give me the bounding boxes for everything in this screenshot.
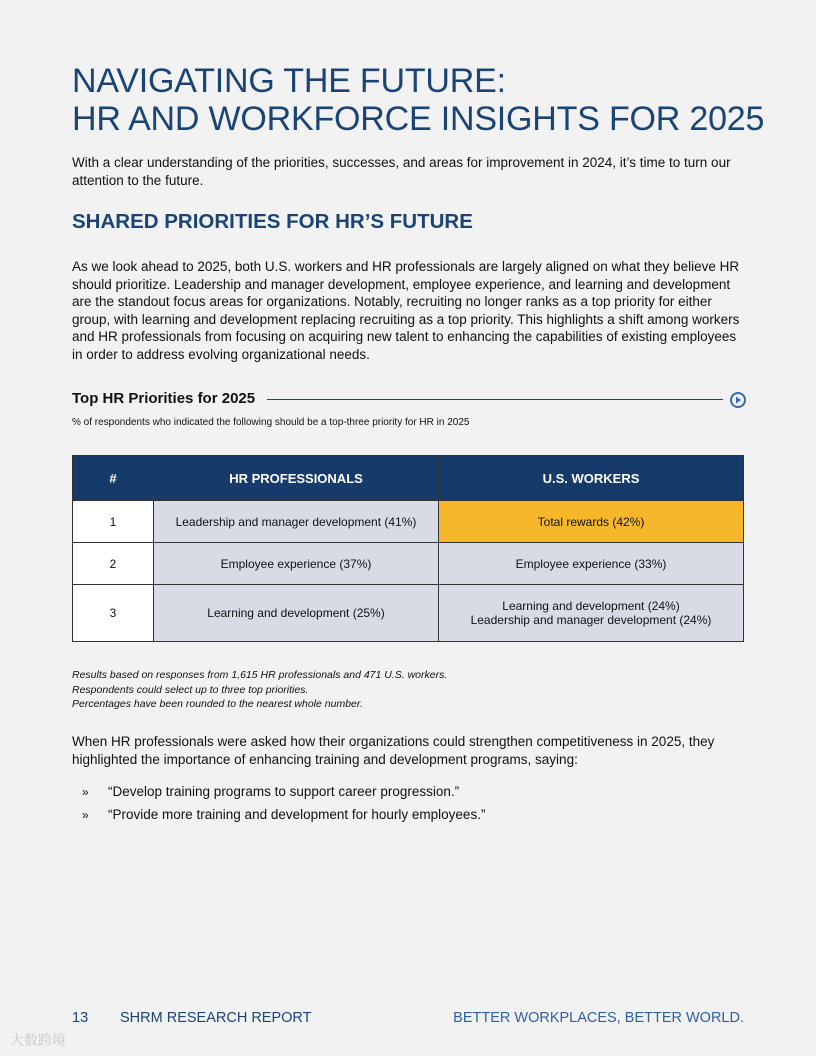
worker-priority: Total rewards (42%) bbox=[537, 514, 645, 529]
section-heading: SHARED PRIORITIES FOR HR’S FUTURE bbox=[72, 210, 473, 233]
body-paragraph-1: As we look ahead to 2025, both U.S. workers and HR professionals are largely aligned on what they believe HR should prioritize. Leadership and manager development, employee experience, and learning and development are the standout focus areas for organizations. Notably, recruiting no longer ranks as a top priority for either group, with learning and development replacing recruiting as a top priority. This highlights a shift among workers and HR professionals from focusing on acquiring new talent to enhancing the capabilities of existing employees in order to address evolving organizational needs. bbox=[72, 259, 740, 362]
table-subtitle: % of respondents who indicated the following should be a top-three priority for HR in 2025 bbox=[72, 417, 470, 428]
note-line: Results based on responses from 1,615 HR professionals and 471 U.S. workers. bbox=[72, 669, 448, 681]
quote-list bbox=[72, 784, 485, 830]
footer-tagline: BETTER WORKPLACES, BETTER WORLD. bbox=[453, 1010, 744, 1026]
table-title: Top HR Priorities for 2025 bbox=[72, 390, 256, 407]
worker-priority-cell bbox=[439, 501, 744, 543]
list-item bbox=[72, 807, 485, 830]
header-us-workers: U.S. WORKERS bbox=[439, 456, 744, 501]
header-hr-professionals: HR PROFESSIONALS bbox=[154, 456, 439, 501]
header-rank: # bbox=[73, 456, 154, 501]
hr-priority-cell: Employee experience (37%) bbox=[154, 543, 439, 585]
bullet-marker: » bbox=[82, 808, 89, 822]
worker-priority: Learning and development (24%) bbox=[502, 599, 680, 613]
table-title-rule bbox=[267, 399, 723, 400]
rank-cell: 3 bbox=[73, 585, 154, 642]
table-row bbox=[73, 501, 744, 543]
intro-paragraph: With a clear understanding of the priorities, successes, and areas for improvement in 2024, it’s time to turn our attention to the future. bbox=[72, 155, 731, 188]
worker-priority: Leadership and manager development (24%) bbox=[470, 613, 712, 627]
page-title-line-2: HR AND WORKFORCE INSIGHTS FOR 2025 bbox=[72, 100, 765, 138]
watermark: 大数跨境 bbox=[10, 1032, 66, 1048]
page-title bbox=[72, 62, 772, 138]
table-notes bbox=[72, 668, 447, 712]
body-paragraph-2: When HR professionals were asked how their organizations could strengthen competitiveness in 2025, they highlighted the importance of enhancing training and development programs, saying: bbox=[72, 734, 715, 767]
worker-priority-cell bbox=[439, 543, 744, 585]
hr-priority-cell: Leadership and manager development (41%) bbox=[154, 501, 439, 543]
table-row bbox=[73, 585, 744, 642]
page-number: 13 bbox=[72, 1010, 89, 1026]
table-row bbox=[73, 543, 744, 585]
page-title-line-1: NAVIGATING THE FUTURE: bbox=[72, 62, 506, 100]
rank-cell: 2 bbox=[73, 543, 154, 585]
bullet-marker: » bbox=[82, 785, 89, 799]
note-line: Percentages have been rounded to the nearest whole number. bbox=[72, 698, 363, 710]
quote-text: “Develop training programs to support career progression.” bbox=[108, 784, 460, 799]
table-header-row bbox=[73, 456, 744, 501]
note-line: Respondents could select up to three top priorities. bbox=[72, 683, 309, 696]
quote-text: “Provide more training and development for hourly employees.” bbox=[108, 807, 486, 822]
rank-cell: 1 bbox=[73, 501, 154, 543]
list-item bbox=[72, 784, 485, 807]
arrow-circle-icon bbox=[730, 392, 746, 408]
report-name: SHRM RESEARCH REPORT bbox=[120, 1010, 312, 1026]
worker-priority-cell bbox=[439, 585, 744, 642]
worker-priority: Employee experience (33%) bbox=[515, 556, 667, 571]
hr-priority-cell: Learning and development (25%) bbox=[154, 585, 439, 642]
priorities-table bbox=[72, 455, 744, 642]
